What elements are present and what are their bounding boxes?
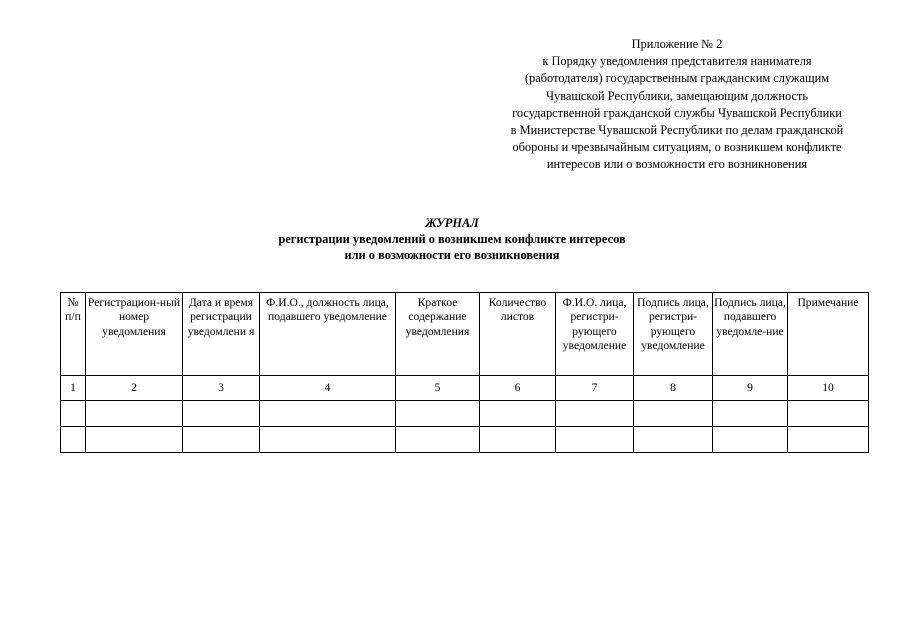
table-row <box>61 401 869 427</box>
table-cell <box>61 401 86 427</box>
table-cell <box>713 401 788 427</box>
table-cell <box>713 427 788 453</box>
journal-title: ЖУРНАЛ <box>425 216 479 230</box>
appendix-line: к Порядку уведомления представителя нанимателя <box>542 54 812 69</box>
table-cell <box>634 401 713 427</box>
journal-table <box>60 292 869 453</box>
table-cell <box>183 427 260 453</box>
appendix-line: Приложение № 2 <box>631 37 723 51</box>
header-cell: Подпись лица, регистри-рующего уведомление <box>634 293 713 376</box>
table-cell <box>396 401 480 427</box>
column-number: 9 <box>713 376 788 401</box>
table-cell <box>183 401 260 427</box>
appendix-line: (работодателя) государственным гражданским служащим <box>524 71 830 86</box>
column-number: 10 <box>788 376 869 401</box>
appendix-line: государственной гражданской службы Чувашской Республики <box>512 105 842 120</box>
column-number: 6 <box>480 376 556 401</box>
table-cell <box>634 427 713 453</box>
header-cell: Подпись лица, подавшего уведомле-ние <box>713 293 788 376</box>
table-cell <box>788 427 869 453</box>
header-cell: Примечание <box>788 293 869 376</box>
table-row <box>61 427 869 453</box>
appendix-line: в Министерстве Чувашской Республики по делам гражданской <box>510 123 844 138</box>
column-number: 3 <box>183 376 260 401</box>
table-cell <box>480 401 556 427</box>
table-cell <box>260 401 396 427</box>
table-cell <box>86 427 183 453</box>
table-cell <box>260 427 396 453</box>
document-title <box>0 215 904 263</box>
table-cell <box>86 401 183 427</box>
column-number: 1 <box>61 376 86 401</box>
header-cell: Дата и время регистрации уведомлени я <box>183 293 260 376</box>
appendix-line: Чувашской Республики, замещающим должность <box>545 88 809 103</box>
appendix-line: обороны и чрезвычайным ситуациям, о возникшем конфликте <box>512 140 842 155</box>
table-cell <box>556 401 634 427</box>
appendix-note <box>486 36 868 174</box>
table-cell <box>788 401 869 427</box>
column-number: 7 <box>556 376 634 401</box>
table-cell <box>480 427 556 453</box>
journal-subtitle-line-2: или о возможности его возникновения <box>344 248 560 262</box>
table-cell <box>61 427 86 453</box>
column-number: 5 <box>396 376 480 401</box>
header-cell: Краткое содержание уведомления <box>396 293 480 376</box>
column-number: 8 <box>634 376 713 401</box>
column-number: 4 <box>260 376 396 401</box>
header-cell: № п/п <box>61 293 86 376</box>
table-cell <box>556 427 634 453</box>
header-cell: Ф.И.О. лица, регистри-рующего уведомление <box>556 293 634 376</box>
header-cell: Количество листов <box>480 293 556 376</box>
column-number: 2 <box>86 376 183 401</box>
column-number-row <box>61 376 869 401</box>
table-cell <box>396 427 480 453</box>
header-row <box>61 293 869 376</box>
header-cell: Регистрацион-ный номер уведомления <box>86 293 183 376</box>
journal-subtitle-line-1: регистрации уведомлений о возникшем конфликте интересов <box>278 232 626 246</box>
header-cell: Ф.И.О., должность лица, подавшего уведомление <box>260 293 396 376</box>
appendix-line: интересов или о возможности его возникновения <box>546 157 808 172</box>
